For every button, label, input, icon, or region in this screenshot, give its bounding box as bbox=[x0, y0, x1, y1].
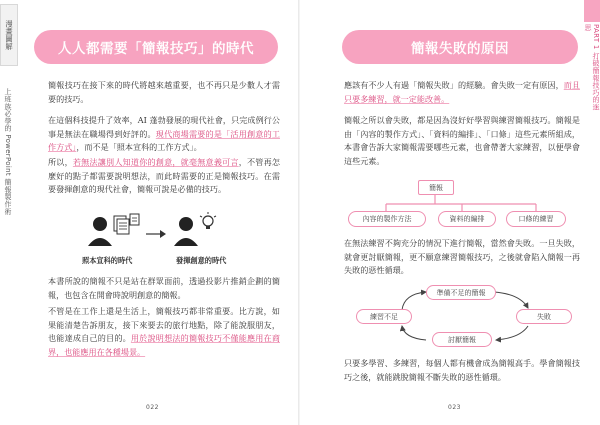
paragraph-1-text: 簡報技巧在接下來的時代將越來越重要，也不再只是少數人才需要的技巧。 bbox=[48, 80, 280, 104]
paragraph-1-text-a: 應該有不少人有過「簡報失敗」的經驗。會失敗一定有原因， bbox=[344, 80, 564, 90]
page-number-right: 023 bbox=[448, 404, 461, 411]
person-icon bbox=[88, 217, 112, 246]
paragraph-2 bbox=[344, 114, 580, 168]
part-tab bbox=[584, 24, 600, 114]
paragraph-5-text-a: 不管是在工作上還是生活上，簡報技巧都非常重要。比方說，如果能清楚告訴朋友，接下來要去的旅行地點，除了能說服朋友，也能達成自己的目的。 bbox=[48, 306, 280, 344]
book-title-tab bbox=[0, 4, 18, 66]
paragraph-4-text-a: 只要多學習、多練習， bbox=[344, 358, 426, 368]
figure-label-creative: 發揮創意的時代 bbox=[176, 256, 227, 265]
right-page bbox=[300, 0, 600, 425]
paragraph-3-text: 在無法練習不夠充分的情況下進行簡報，當然會失敗。一旦失敗，就會更討厭簡報，更不願意練習簡報技巧，之後就會陷入簡報一再失敗的惡性循環。 bbox=[344, 238, 580, 276]
book-title-text: 漫畫圖解 bbox=[5, 19, 14, 51]
paragraph-4-text: 本書所說的簡報不只是站在群眾面前，透過投影片推銷企劃的簡報，也包含在開會時說明創意的簡報。 bbox=[48, 276, 280, 300]
section-heading-banner bbox=[342, 30, 578, 64]
documents-icon bbox=[114, 214, 139, 234]
tree-root-node bbox=[418, 180, 454, 195]
paragraph-4 bbox=[48, 275, 280, 302]
page-number-left: 022 bbox=[146, 404, 159, 411]
paragraph-2-text-c: ，而不是「照本宣科的工作方式」。 bbox=[76, 142, 202, 153]
figure-label-rote: 照本宣科的時代 bbox=[82, 256, 133, 265]
tree-child-content-label: 內容的製作方法 bbox=[362, 215, 412, 223]
cycle-node-dislike-label: 討厭簡報 bbox=[448, 335, 476, 344]
section-heading: 簡報失敗的原因 bbox=[411, 41, 509, 57]
paragraph-1 bbox=[344, 79, 580, 106]
section-heading-banner bbox=[34, 30, 278, 64]
paragraph-4 bbox=[344, 357, 580, 384]
illustration-working-styles bbox=[86, 212, 226, 254]
paragraph-2 bbox=[48, 114, 280, 155]
paragraph-1-highlight: 而且只要多練習，就一定能改善。 bbox=[344, 80, 580, 104]
cycle-node-unprepared bbox=[426, 285, 496, 300]
tree-root-label: 簡報 bbox=[429, 183, 443, 192]
tree-child-content bbox=[348, 211, 426, 227]
cycle-node-unprepared-label: 準備不足的簡報 bbox=[436, 288, 486, 297]
cycle-node-no-practice-label: 練習不足 bbox=[370, 312, 398, 321]
paragraph-2-text-a: 在這個科技提升了效率，AI 蓬勃發展的現代社會，只完成例行公事是無法在職場得到好評的。 bbox=[48, 115, 280, 139]
cycle-node-failure-label: 失敗 bbox=[537, 312, 551, 321]
tree-child-layout bbox=[438, 211, 496, 227]
paragraph-4-text-b: 每個人都有機會成為簡報高手。學會簡報技巧之後，就能跳脫簡報不斷失敗的惡性循環。 bbox=[344, 358, 580, 382]
paragraph-3-highlight: 若無法讓別人知道你的創意，就毫無意義可言 bbox=[72, 157, 239, 167]
book-subtitle-text: 上班族必學的 PowerPoint 簡報製作術 bbox=[4, 87, 12, 215]
paragraph-2-text: 簡報之所以會失敗，都是因為沒好好學習與練習簡報技巧。簡報是由「內容的製作方式」、「資料的編排」、「口條」這些元素所組成，本書會告訴大家簡報需要哪些元素，也會帶著大家練習，以便學會這些元素。 bbox=[344, 115, 580, 166]
paragraph-3 bbox=[48, 156, 280, 197]
part-tab-text: PART 1 打破簡報技巧的迷思 bbox=[584, 24, 600, 111]
part-tab-marker bbox=[584, 0, 600, 22]
tree-child-delivery bbox=[506, 211, 566, 227]
paragraph-3-text-c: ，不管再怎麼好的點子都需要說明想法，而此時需要的正是簡報技巧。在需要發揮創意的現代社會，簡報可說是必備的技巧。 bbox=[48, 157, 280, 195]
section-heading: 人人都需要「簡報技巧」的時代 bbox=[58, 41, 254, 57]
paragraph-2-highlight: 現代商場需要的是「活用創意的工作方式」 bbox=[48, 128, 280, 153]
paragraph-5 bbox=[48, 305, 280, 359]
paragraph-5-highlight: 用於說明想法的簡報技巧不僅能應用在商界，也能應用在各種場景。 bbox=[48, 333, 280, 357]
tree-child-delivery-label: 口條的練習 bbox=[518, 215, 554, 223]
paragraph-1 bbox=[48, 79, 280, 106]
book-subtitle-tab bbox=[0, 66, 16, 236]
paragraph-3 bbox=[344, 237, 580, 278]
tree-child-layout-label: 資料的編排 bbox=[449, 215, 485, 223]
cycle-node-no-practice bbox=[356, 309, 412, 324]
person-with-idea-icon bbox=[174, 212, 216, 246]
cycle-node-dislike bbox=[432, 332, 492, 347]
arrow-right-icon bbox=[146, 230, 166, 238]
cycle-node-failure bbox=[516, 309, 572, 324]
paragraph-3-text-a: 所以， bbox=[48, 157, 73, 167]
